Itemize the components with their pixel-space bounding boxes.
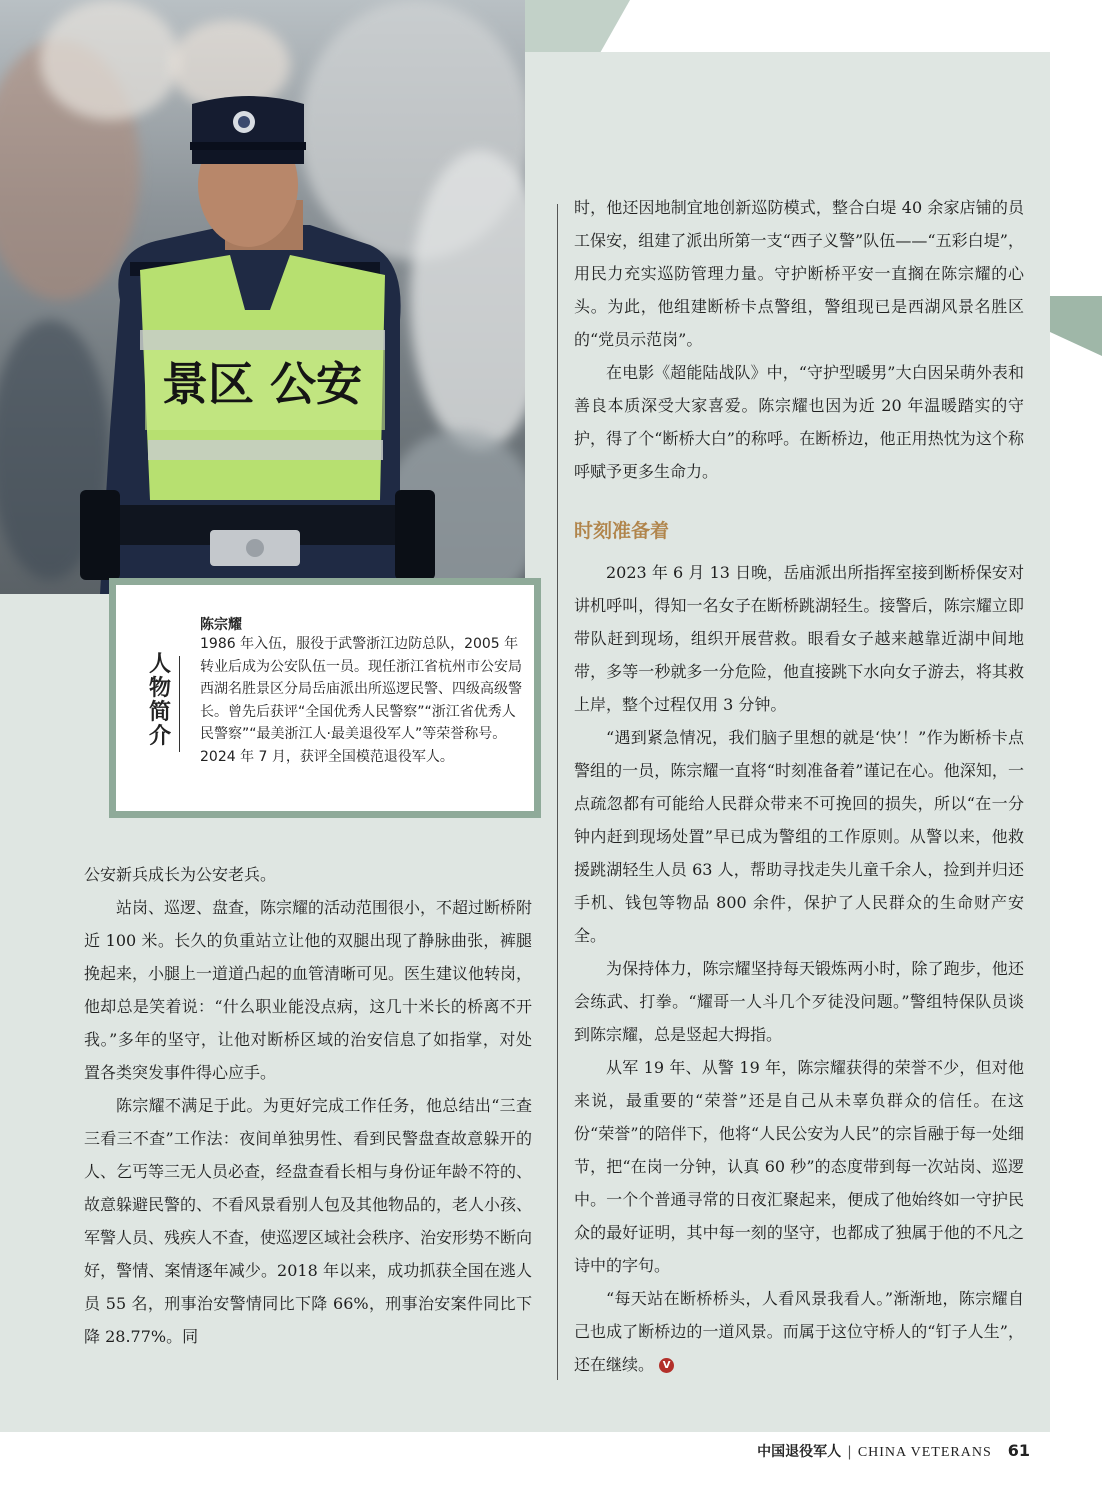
bio-text: 1986 年入伍，服役于武警浙江边防总队，2005 年转业后成为公安队伍一员。现任浙江省杭州市公安局西湖名胜景区分局岳庙派出所巡逻民警、四级高级警长。曾先后获评“全国优秀人民警察”“浙江省优秀人民警察”“最美浙江人·最美退役军人”等荣誉称号。2024 年 7 月，获评全国模范退役军人。 <box>200 636 522 765</box>
page-footer <box>757 1441 1030 1461</box>
right-column-bottom <box>574 556 1024 1381</box>
decorative-stripe-right <box>1050 296 1102 356</box>
paragraph-text: “每天站在断桥桥头，人看风景我看人。”渐渐地，陈宗耀自己也成了断桥边的一道风景。而属于这位守桥人的“钉子人生”，还在继续。 <box>574 1289 1024 1374</box>
publication-name-en: CHINA VETERANS <box>857 1445 992 1460</box>
paragraph: 在电影《超能陆战队》中，“守护型暖男”大白因呆萌外表和善良本质深受大家喜爱。陈宗耀也因为近 20 年温暖踏实的守护，得了个“断桥大白”的称呼。在断桥边，他正用热忱为这个称呼赋予更多生命力。 <box>574 363 1024 481</box>
footer-separator: | <box>847 1444 852 1460</box>
paragraph: 2023 年 6 月 13 日晚，岳庙派出所指挥室接到断桥保安对讲机呼叫，得知一名女子在断桥跳湖轻生。接警后，陈宗耀立即带队赶到现场，组织开展营救。眼看女子越来越靠近湖中间地带，多等一秒就多一分危险，他直接跳下水向女子游去，将其救上岸，整个过程仅用 3 分钟。 <box>574 563 1024 714</box>
left-column <box>84 858 532 1353</box>
paragraph: 站岗、巡逻、盘查，陈宗耀的活动范围很小，不超过断桥附近 100 米。长久的负重站立让他的双腿出现了静脉曲张，裤腿挽起来，小腿上一道道凸起的血管清晰可见。医生建议他转岗，他却总是笑着说：“什么职业能没点病，这几十米长的桥离不开我。”多年的坚守，让他对断桥区域的治安信息了如指掌，对处置各类突发事件得心应手。 <box>84 898 533 1082</box>
paragraph: 为保持体力，陈宗耀坚持每天锻炼两小时，除了跑步，他还会练武、打拳。“耀哥一人斗几个歹徒没问题。”警组特保队员谈到陈宗耀，总是竖起大拇指。 <box>574 959 1024 1044</box>
right-column-top <box>574 191 1024 488</box>
paragraph: 从军 19 年、从警 19 年，陈宗耀获得的荣誉不少，但对他来说，最重要的“荣誉”还是自己从未辜负群众的信任。在这份“荣誉”的陪伴下，他将“人民公安为人民”的宗旨融于每一处细节，把“在岗一分钟，认真 60 秒”的态度带到每一次站岗、巡逻中。一个个普通寻常的日夜汇聚起来，便成了他始终如一守护民众的最好证明，其中每一刻的坚守，也都成了独属于他的不凡之诗中的字句。 <box>574 1058 1024 1275</box>
end-mark-icon: V <box>659 1358 674 1373</box>
paragraph-final <box>574 1282 1024 1381</box>
vest-lettering: 景区 公安 <box>161 357 363 411</box>
column-divider <box>557 204 558 1380</box>
officer-photo <box>0 0 525 594</box>
page-number: 61 <box>1007 1441 1030 1460</box>
bio-side-label: 人物简介 <box>148 652 171 749</box>
paragraph: 陈宗耀不满足于此。为更好完成工作任务，他总结出“三查三看三不查”工作法：夜间单独男性、看到民警盘查故意躲开的人、乞丐等三无人员必查，经盘查看长相与身份证年龄不符的、故意躲避民警的、不看风景看别人包及其他物品的，老人小孩、军警人员、残疾人不查，使巡逻区域社会秩序、治安形势不断向好，警情、案情逐年减少。2018 年以来，成功抓获全国在逃人员 55 名，刑事治安警情同比下降 66%，刑事治安案件同比下降 28.77%。同 <box>84 1096 533 1346</box>
decorative-stripe-top <box>525 0 630 52</box>
paragraph: 公安新兵成长为公安老兵。 <box>84 865 277 884</box>
publication-name-cn: 中国退役军人 <box>757 1444 842 1460</box>
paragraph: “遇到紧急情况，我们脑子里想的就是‘快’！”作为断桥卡点警组的一员，陈宗耀一直将“时刻准备着”谨记在心。他深知，一点疏忽都有可能给人民群众带来不可挽回的损失，所以“在一分钟内赶到现场处置”早已成为警组的工作原则。从警以来，他救援跳湖轻生人员 63 人，帮助寻找走失儿童千余人，捡到并归还手机、钱包等物品 800 余件，保护了人民群众的生命财产安全。 <box>574 728 1024 945</box>
section-title: 时刻准备着 <box>574 520 670 542</box>
bio-box <box>109 578 541 818</box>
paragraph: 时，他还因地制宜地创新巡防模式，整合白堤 40 余家店铺的员工保安，组建了派出所第一支“西子义警”队伍——“五彩白堤”，用民力充实巡防管理力量。守护断桥平安一直搁在陈宗耀的心头。为此，他组建断桥卡点警组，警组现已是西湖风景名胜区的“党员示范岗”。 <box>574 198 1024 349</box>
officer-figure <box>0 0 525 594</box>
bio-name: 陈宗耀 <box>200 617 242 633</box>
bio-divider <box>179 656 180 752</box>
